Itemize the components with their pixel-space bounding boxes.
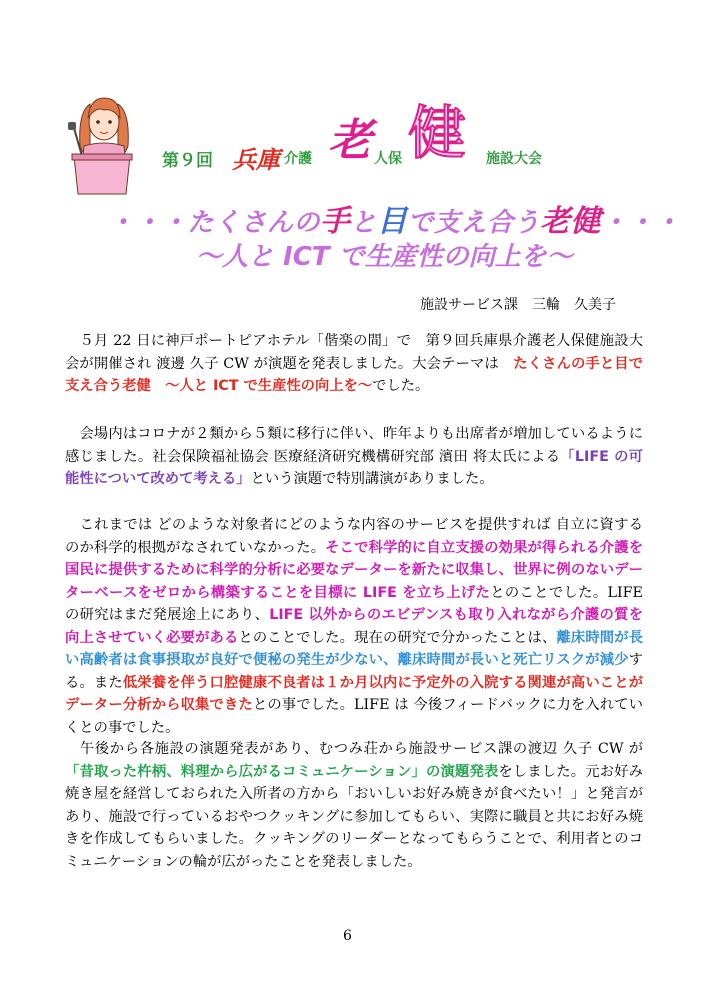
slogan-line-1 — [108, 196, 681, 240]
event-title-number: 第９回 — [162, 151, 213, 171]
slogan-line-2: ～人と ICT で生産性の向上を～ — [196, 242, 573, 272]
paragraph-3-text-c: とのことでした。LIFE の研究はまだ発展途上にあり、 — [65, 584, 643, 623]
paragraph-3-text-a: これまでは どのような対象者にどのような内容のサービスを提供すれば 自立に資するのか科学的根拠がなされていなかった。 — [65, 517, 643, 556]
paragraph-3-text-g: する。また — [65, 652, 643, 691]
slogan-sasaeau: で支え合う — [407, 208, 541, 238]
paragraph-4-text-a: 午後から各施設の演題発表があり、むつみ荘から施設サービス課の渡辺 久子 CW が — [79, 741, 643, 757]
paragraph-3-text-e: とのことでした。現在の研究で分かったことは、 — [238, 629, 557, 646]
paragraph-1-text: ５月 22 日に神戸ポートピアホテル「偕楽の間」で 第９回兵庫県介護老人保健施設大会が開催され 渡邊 久子 CW が演題を発表しました。大会テーマは — [65, 333, 643, 372]
slogan-dots-right: ・・・ — [601, 208, 681, 238]
event-title-ken: 健 — [408, 99, 467, 167]
paragraph-4 — [65, 738, 643, 873]
paragraph-4-text-b: をしました。元お好み焼き屋を経営しておられた入所者の方から「おいしいお好み焼きが食べたい！」と発言があり、施設で行っているおやつクッキングに参加してもらい、実際に職員と共にお好み焼きを作成してもらいました。クッキングのリーダーとなってもらうことで、利用者とのコミュニケーションの輪が広がったことを発表しました。 — [65, 763, 644, 870]
paragraph-2 — [65, 423, 643, 491]
event-title-rou: 老 — [328, 115, 372, 166]
presentation-title: 「昔取った杵柄、料理から広がるコミュニケーション」の演題発表 — [65, 763, 499, 780]
page-number: 6 — [343, 928, 352, 944]
paragraph-3 — [65, 514, 643, 739]
research-finding-highlight: 離床時間が長い高齢者は食事摂取が良好で便秘の発生が少ない、離床時間が長いと死亡リスクが減少 — [65, 629, 644, 668]
event-title-kaigo: 介護 — [284, 151, 312, 167]
slogan-roken: 老健 — [540, 204, 602, 239]
slogan-to: と — [350, 208, 378, 238]
paragraph-2-end: という演題で特別講演がありました。 — [250, 471, 494, 487]
paragraph-2-text: 会場内はコロナが２類から５類に移行に伴い、昨年よりも出席者が増加しているように感じました。社会保険福祉協会 医療経済研究機構研究部 濱田 将太氏による — [65, 426, 643, 465]
special-lecture-title: 「LIFE の可能性について改めて考える」 — [65, 448, 643, 487]
event-title-hyogo: 兵庫 — [232, 146, 280, 174]
paragraph-1-end: でした。 — [372, 378, 430, 394]
event-title-suffix: 施設大会 — [486, 151, 542, 167]
paragraph-3-text-i: との事でした。LIFE は 今後フィードバックに力を入れていくとの事でした。 — [65, 697, 644, 736]
author-line: 施設サービス課 三輪 久美子 — [420, 297, 616, 313]
slogan-dots-left: ・・・たくさんの — [108, 208, 321, 238]
event-title-jinpo: 人保 — [374, 151, 402, 167]
life-evidence-highlight: LIFE 以外からのエビデンスも取り入れながら介護の質を向上させていく必要がある — [65, 607, 643, 646]
paragraph-1 — [65, 330, 643, 398]
nutrition-finding-highlight: 低栄養を伴う口腔健康不良者は１か月以内に予定外の入院する関連が高いことがデーター分析から収集できた — [65, 674, 644, 713]
slogan-te: 手 — [320, 204, 351, 239]
slogan-me: 目 — [377, 204, 408, 239]
conference-theme: たくさんの手と目で支え合う老健 ～人と ICT で生産性の向上を～ — [65, 355, 644, 394]
speaker-illustration-icon — [60, 84, 142, 196]
life-purpose-highlight: そこで科学的に自立支援の効果が得られる介護を国民に提供するために科学的分析に必要なデーターを新たに収集し、世界に例のないデーターベースをゼロから構築することを目標に LIFE を立ち上げた — [65, 539, 643, 601]
